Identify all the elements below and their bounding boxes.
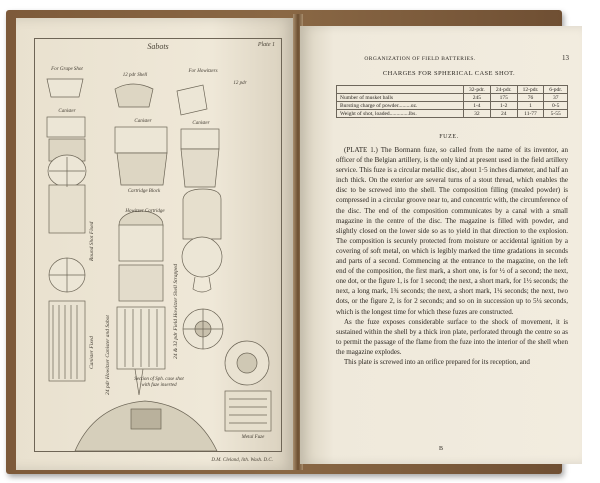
table-cell: 175 [490,94,517,102]
table-cell: 245 [464,94,491,102]
table-cell: Bursting charge of powder.........oz. [337,102,464,110]
table-cell: 5-55 [544,110,568,118]
plate-title: Sabots [147,42,169,51]
caption-howitzer-cartridge: Howitzer Cartridge [125,209,165,214]
table-header-row [337,86,568,94]
table-cell: Weight of shot, loaded..............lbs. [337,110,464,118]
caption-12pdr-shell: 12 pdr Shell [122,73,148,78]
table-header-cell: 12-pdr. [517,86,544,94]
plate-frame [34,38,282,463]
table-cell: Number of musket balls [337,94,464,102]
running-head: ORGANIZATION OF FIELD BATTERIES. [364,56,476,62]
table-title: CHARGES FOR SPHERICAL CASE SHOT. [382,70,516,77]
caption-canister-1: Canister [58,109,76,114]
right-page-text [300,26,582,464]
body-text [336,145,568,367]
caption-fixed-howitzer-shell: 24 & 32 pdr Field Howitzer Shell Strapped [173,263,179,359]
table-header-cell: 32-pdr. [464,86,491,94]
caption-canister-2: Canister [134,119,152,124]
table-cell: 32 [464,110,491,118]
table-row [337,94,568,102]
table-header-cell: 24-pdr. [490,86,517,94]
caption-for-grape-shot: For Grape Shot [51,67,83,72]
plate-number: Plate 1 [257,42,275,48]
page-number: 13 [562,54,569,62]
table-cell: 0-5 [544,102,568,110]
section-title-fuze: FUZE. [439,134,459,140]
table-cell: 24 [490,110,517,118]
table-cell: 1 [517,102,544,110]
left-page-plate [16,18,296,470]
table-row [337,110,568,118]
caption-cartridge-block: Cartridge Block [127,189,161,194]
caption-howitzer-canister-sabot: 24 pdr Howitzer Canister and Sabot [105,315,111,395]
table-header-cell: 6-pdr. [544,86,568,94]
caption-metal-fuze: Metal Fuze [241,435,265,440]
caption-for-howitzers: For Howitzers [188,69,218,74]
caption-12pdr: 12 pdr [233,81,247,86]
caption-round-shot-fixed: Round Shot Fixed [89,221,95,261]
signature-mark: B [438,446,443,452]
table-cell: 37 [544,94,568,102]
table-header-cell [337,86,464,94]
paragraph: As the fuze exposes considerable surface to the shock of movement, it is sustained within the shell by a thick iron plate, perforated through the centre so as to permit the passage of the flame from the fuze into the interior of the shell when the magazine explodes. [336,317,568,356]
table-cell: 1-2 [490,102,517,110]
paragraph: This plate is screwed into an orifice prepared for its reception, and [344,357,530,366]
charges-table [336,85,568,118]
table-cell: 1-4 [464,102,491,110]
caption-canister-fixed: Canister Fixed [89,336,95,369]
table-cell: 76 [517,94,544,102]
paragraph: (PLATE 1.) The Bormann fuze, so called from the name of its inventor, an officer of the Belgian artillery, is the only kind at present used in the field artillery service. This fuze is a circular metallic disc, about 1·5 inches diameter, and half an inch thick. On the exterior are several turns of a stout thread, which enables the disc to be screwed into the shell. The composition filling (mealed powder) is compressed in a circular groove near to, and concentric with, the circumference of the disc. The end of the composition communicates by a canal with a small magazine in the centre of the disc. The magazine is filled with powder, and slightly closed on the lower side so as to yield in that direction to the explosion. The composition is securely protected from moisture or accidental ignition by a covering of soft metal, on which is legibly marked the time gradations in seconds and parts of a second. Commencing at the entrance to the magazine, on the left end of the composition, the first mark, a short one, is for ½ of a second; the next, one dot, or the figure 1, is for 1 second; the next, a short mark, for 1½ seconds; the next, a long mark, 1¾ seconds; the next, a short mark, 1¼ seconds; the next, two dots, or the figure 2, is for 2 seconds; and so on in succession up to 5¼ seconds, which is the longest time for which these fuzes are constructed. [336,146,568,316]
plate-engraver-credit: D.M. Cleland, lith. Wash. D.C. [211,458,273,463]
plate-engraving [35,39,281,451]
table-cell: 11-77 [517,110,544,118]
table-row [337,102,568,110]
caption-section-case-shot: Section of Sph. case shot with fuze inserted [134,377,184,388]
caption-canister-3: Canister [192,121,210,126]
